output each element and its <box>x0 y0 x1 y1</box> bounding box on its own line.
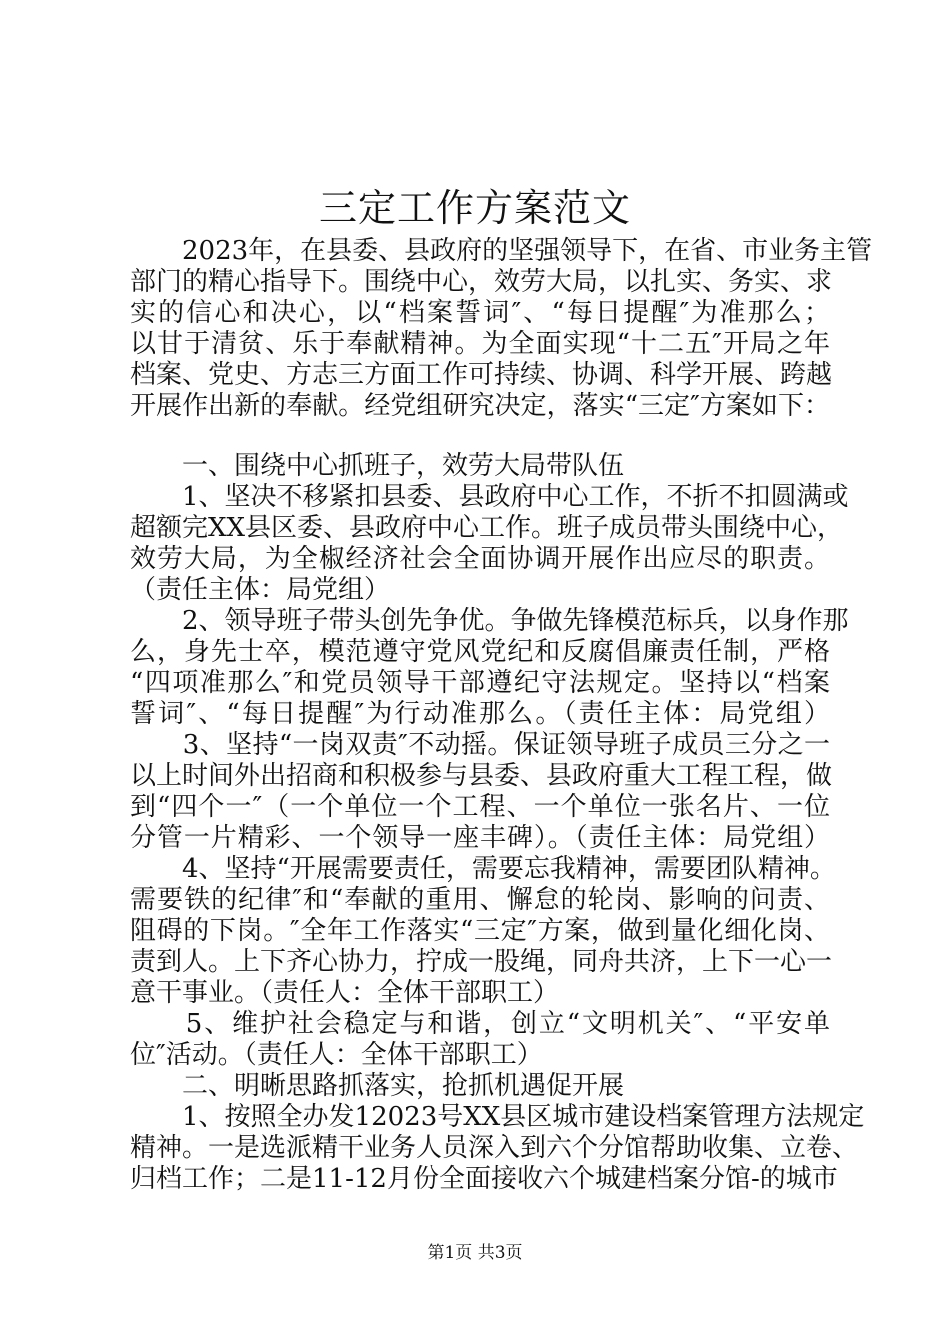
body-line: 意干事业。（责任人：全体干部职工） <box>130 978 560 1008</box>
body-line: 4、坚持“开展需要责任，需要忘我精神，需要团队精神。 <box>130 854 836 884</box>
body-line: 阻碍的下岗。″全年工作落实“三定″方案，做到量化细化岗、 <box>130 916 830 946</box>
section-heading: 一、围绕中心抓班子，效劳大局带队伍 <box>130 451 625 481</box>
body-line: 以上时间外出招商和积极参与县委、县政府重大工程工程，做 <box>130 761 833 791</box>
body-line: 1、按照全办发12023号XX县区城市建设档案管理方法规定 <box>130 1102 865 1132</box>
body-line: 归档工作；二是11-12月份全面接收六个城建档案分馆-的城市 <box>130 1164 838 1194</box>
body-line: 誓词″、“每日提醒″为行动准那么。（责任主体：局党组） <box>130 699 830 729</box>
section-heading: 二、明晰思路抓落实，抢抓机遇促开展 <box>130 1071 625 1101</box>
body-line: 精神。一是选派精干业务人员深入到六个分馆帮助收集、立卷、 <box>130 1133 859 1163</box>
body-line: 么，身先士卒，模范遵守党风党纪和反腐倡廉责任制，严格 <box>130 637 830 667</box>
body-line: 5、维护社会稳定与和谐，创立“文明机关″、“平安单 <box>130 1009 830 1039</box>
body-line: 3、坚持“一岗双责″不动摇。保证领导班子成员三分之一 <box>130 730 830 760</box>
body-line: 需要铁的纪律″和“奉献的重用、懈怠的轮岗、影响的问责、 <box>130 885 830 915</box>
body-line: 档案、党史、方志三方面工作可持续、协调、科学开展、跨越 <box>130 360 833 390</box>
body-line: 分管一片精彩、一个领导一座丰碑）。（责任主体：局党组） <box>130 823 830 853</box>
page-footer: 第1页 共3页 <box>427 1243 523 1263</box>
body-line: 2023年，在县委、县政府的坚强领导下，在省、市业务主管 <box>130 236 873 266</box>
body-line: 超额完XX县区委、县政府中心工作。班子成员带头围绕中心， <box>130 513 844 543</box>
body-line: 2、领导班子带头创先争优。争做先锋模范标兵，以身作那 <box>130 606 849 636</box>
document-body <box>130 236 873 1195</box>
body-line: 部门的精心指导下。围绕中心，效劳大局，以扎实、务实、求 <box>130 267 833 297</box>
body-line: 效劳大局，为全椒经济社会全面协调开展作出应尽的职责。 <box>130 544 830 574</box>
body-line: “四项准那么″和党员领导干部遵纪守法规定。坚持以“档案 <box>130 668 830 698</box>
body-line: 开展作出新的奉献。经党组研究决定，落实“三定″方案如下： <box>130 391 830 421</box>
body-line: 以甘于清贫、乐于奉献精神。为全面实现“十二五″开局之年 <box>130 329 830 359</box>
body-line: 实的信心和决心，以“档案誓词″、“每日提醒″为准那么； <box>130 298 830 328</box>
body-line: 1、坚决不移紧扣县委、县政府中心工作，不折不扣圆满或 <box>130 482 849 512</box>
body-line: 责到人。上下齐心协力，拧成一股绳，同舟共济，上下一心一 <box>130 947 833 977</box>
document-title: 三定工作方案范文 <box>318 186 631 230</box>
body-line: （责任主体：局党组） <box>130 575 391 605</box>
body-line: 位″活动。（责任人：全体干部职工） <box>130 1040 543 1070</box>
paragraph-gap <box>130 422 830 451</box>
body-line: 到“四个一″（一个单位一个工程、一个单位一张名片、一位 <box>130 792 830 822</box>
